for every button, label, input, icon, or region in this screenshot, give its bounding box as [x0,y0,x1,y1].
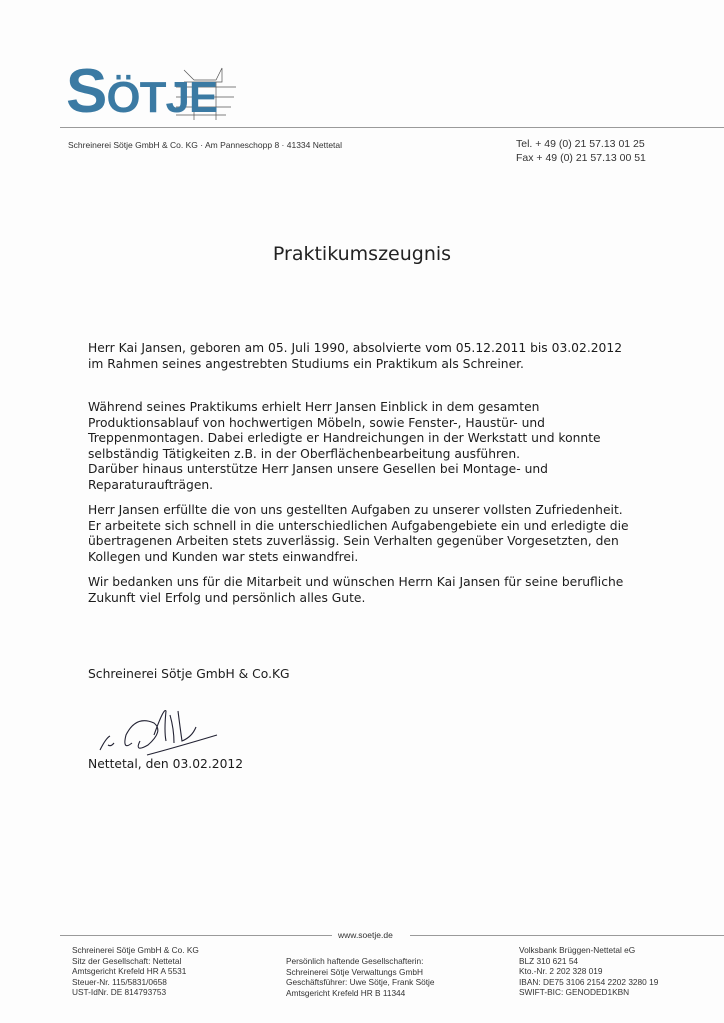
footer-line: Amtsgericht Krefeld HR B 11344 [286,987,406,998]
text-line: Wir bedanken uns für die Mitarbeit und wünschen Herrn Kai Jansen für seine berufliche [88,575,624,589]
text-line: selbständig Tätigkeiten z.B. in der Oberflächenbearbeitung ausführen. [88,446,521,461]
contact-block [516,137,646,165]
text-line: Treppenmontagen. Dabei erledigte er Handreichungen in der Werkstatt und konnte [88,431,601,445]
header-divider [60,127,724,128]
text-line: im Rahmen seines angestrebten Studiums ein Praktikum als Schreiner. [88,356,524,371]
footer-line: SWIFT-BIC: GENODED1KBN [519,987,630,998]
footer-line: Amtsgericht Krefeld HR A 5531 [72,966,187,977]
signature-icon [92,705,232,760]
footer-divider-right [410,935,724,936]
text-line: übertragenen Arbeiten stets zuverlässig. Sein Verhalten gegenüber Vorgesetzten, den [88,534,619,548]
footer-line: UST-IdNr. DE 814793753 [72,987,167,998]
paragraph-2 [88,400,648,493]
tel: Tel. + 49 (0) 21 57.13 01 25 [516,138,645,150]
footer-divider-left [60,935,332,936]
document-title: Praktikumszeugnis [272,243,452,265]
footer-line: Geschäftsführer: Uwe Sötje, Frank Sötje [286,977,435,988]
sender-line: Schreinerei Sötje GmbH & Co. KG · Am Panneschopp 8 · 41334 Nettetal [68,140,343,150]
footer-line: Volksbank Brüggen-Nettetal eG [519,945,636,955]
text-line: Herr Jansen erfüllte die von uns gestellten Aufgaben zu unserer vollsten Zufriedenheit. [88,503,623,517]
place-date: Nettetal, den 03.02.2012 [88,757,244,771]
paragraph-3 [88,503,648,565]
logo-text: SÖTJE [66,57,218,126]
text-line: Darüber hinaus unterstütze Herr Jansen unsere Gesellen bei Montage- und [88,462,548,476]
text-line: Produktionsablauf von hochwertigen Möbeln, sowie Fenster-, Haustür- und [88,415,545,430]
footer-line: BLZ 310 621 54 [519,955,579,966]
footer-line: Kto.-Nr. 2 202 328 019 [519,966,603,977]
company-logo [66,52,236,126]
text-line: Herr Kai Jansen, geboren am 05. Juli 1990, absolvierte vom 05.12.2011 bis 03.02.2012 [88,341,623,355]
footer-line: IBAN: DE75 3106 2154 2202 3280 19 [519,976,659,987]
text-line: Während seines Praktikums erhielt Herr Jansen Einblick in dem gesamten [88,400,540,414]
text-line: Reparaturaufträgen. [88,477,214,492]
footer-line: Steuer-Nr. 115/5831/0658 [72,976,167,987]
footer-line: Schreinerei Sötje GmbH & Co. KG [72,945,199,955]
footer-line: Persönlich haftende Gesellschafterin: [286,956,424,966]
closing-company: Schreinerei Sötje GmbH & Co.KG [88,667,290,681]
text-line: Kollegen und Kunden war stets einwandfrei. [88,549,359,564]
footer-company [72,945,199,998]
paragraph-4 [88,575,648,606]
fax: Fax + 49 (0) 21 57.13 00 51 [516,152,646,164]
text-line: Er arbeitete sich schnell in die unterschiedlichen Aufgabengebiete ein und erledigte die [88,518,629,533]
footer-management [286,956,435,998]
paragraph-1 [88,341,648,372]
footer-line: Sitz der Gesellschaft: Nettetal [72,955,182,966]
footer-bank [519,945,658,998]
footer-line: Schreinerei Sötje Verwaltungs GmbH [286,966,423,977]
website: www.soetje.de [338,930,393,940]
text-line: Zukunft viel Erfolg und persönlich alles Gute. [88,590,366,605]
